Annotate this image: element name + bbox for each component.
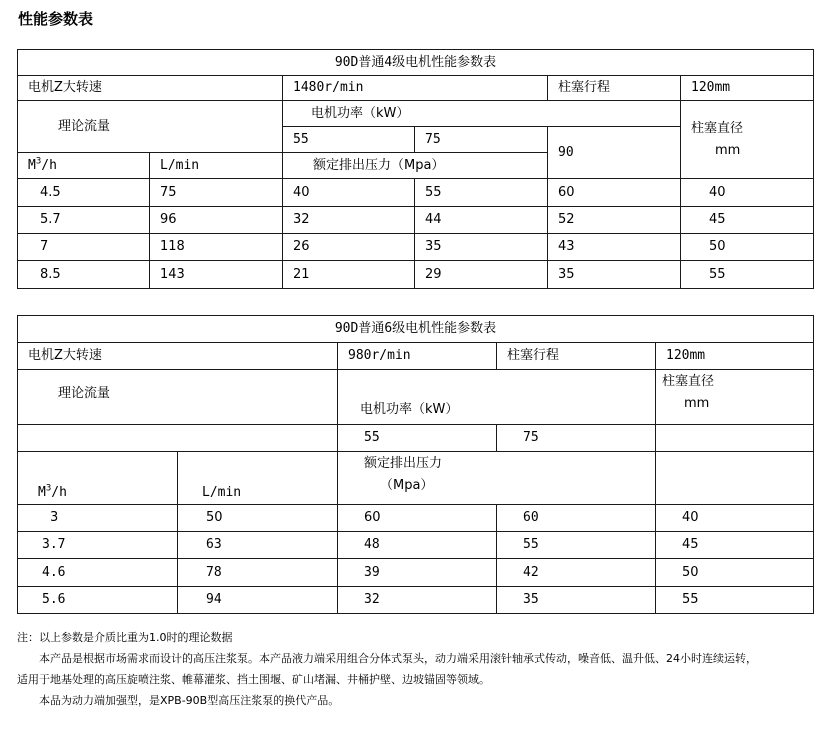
table1-power-55: 55	[283, 127, 415, 153]
table2-cell-m3h: 3.7	[18, 532, 178, 559]
table1-unit-lmin: L/min	[150, 153, 283, 179]
spec-table-6-pole	[17, 315, 814, 614]
table2-cell-p55: 60	[338, 505, 497, 532]
note-line: 注：以上参数是介质比重为1.0时的理论数据	[17, 631, 233, 644]
table1-cell-p55: 32	[283, 207, 415, 234]
table1-cell-p90: 35	[548, 261, 681, 289]
table1-cell-dia: 55	[681, 261, 814, 289]
table2-power-55: 55	[338, 425, 497, 452]
table1-power-75: 75	[415, 127, 548, 153]
table2-cell-dia: 45	[656, 532, 814, 559]
spec-table-4-pole	[17, 49, 814, 289]
table1-flow-label: 理论流量	[18, 101, 283, 153]
table2-cell-p55: 32	[338, 587, 497, 614]
table-row	[18, 179, 814, 207]
table1-cell-p75: 35	[415, 234, 548, 261]
table1-cell-lmin: 143	[150, 261, 283, 289]
table2-cell-p55: 39	[338, 559, 497, 587]
table2-empty-cell	[18, 425, 338, 452]
table2-cell-p75: 35	[497, 587, 656, 614]
table1-cell-p75: 55	[415, 179, 548, 207]
table1-title: 90D普通4级电机性能参数表	[18, 50, 814, 76]
table2-pressure-unit: （Mpa）	[380, 477, 434, 493]
table1-power-label: 电机功率（kW）	[283, 101, 681, 127]
table2-pressure-header	[338, 452, 656, 505]
table2-cell-p75: 55	[497, 532, 656, 559]
note-line: 适用于地基处理的高压旋喷注浆、帷幕灌浆、挡土围堰、矿山堵漏、井桶护壁、边坡锚固等领域。	[17, 673, 490, 686]
table2-max-speed-label: 电机Z大转速	[18, 343, 338, 370]
table1-cell-lmin: 75	[150, 179, 283, 207]
table1-diameter-label: 柱塞直径	[691, 120, 744, 136]
table2-power-75: 75	[497, 425, 656, 452]
table1-stroke-value: 120mm	[681, 76, 814, 101]
table2-cell-p55: 48	[338, 532, 497, 559]
table2-empty-cell	[656, 425, 814, 452]
table1-cell-p90: 43	[548, 234, 681, 261]
table1-cell-m3h: 4.5	[18, 179, 150, 207]
table-row	[18, 234, 814, 261]
table1-diameter-header	[681, 101, 814, 179]
table1-cell-dia: 45	[681, 207, 814, 234]
table1-diameter-unit: mm	[715, 142, 741, 158]
table1-unit-m3h: $M^3/h$	[18, 153, 150, 179]
table2-cell-m3h: 3	[18, 505, 178, 532]
table-row	[18, 207, 814, 234]
page-title: 性能参数表	[18, 10, 94, 28]
table2-cell-dia: 40	[656, 505, 814, 532]
table2-cell-p75: 42	[497, 559, 656, 587]
table2-cell-p75: 60	[497, 505, 656, 532]
table2-cell-m3h: 5.6	[18, 587, 178, 614]
table1-cell-m3h: 5.7	[18, 207, 150, 234]
table2-diameter-label: 柱塞直径	[662, 374, 715, 389]
table-row	[18, 261, 814, 289]
table2-cell-lmin: 50	[178, 505, 338, 532]
table1-cell-p55: 26	[283, 234, 415, 261]
table1-cell-p75: 29	[415, 261, 548, 289]
table1-cell-lmin: 96	[150, 207, 283, 234]
table-row	[18, 505, 814, 532]
table2-cell-lmin: 78	[178, 559, 338, 587]
table-row	[18, 532, 814, 559]
table2-unit-lmin: L/min	[178, 452, 338, 505]
table2-power-label: 电机功率（kW）	[338, 370, 656, 425]
table2-cell-dia: 50	[656, 559, 814, 587]
table2-stroke-label: 柱塞行程	[497, 343, 656, 370]
table2-cell-lmin: 94	[178, 587, 338, 614]
table2-max-speed-value: 980r/min	[338, 343, 497, 370]
note-line: 本品为动力端加强型，是XPB-90B型高压注浆泵的换代产品。	[39, 694, 340, 707]
table-row	[18, 587, 814, 614]
table1-power-90: 90	[548, 127, 681, 179]
table2-cell-lmin: 63	[178, 532, 338, 559]
notes-section	[17, 627, 817, 711]
table1-stroke-label: 柱塞行程	[548, 76, 681, 101]
table1-cell-dia: 50	[681, 234, 814, 261]
note-line: 本产品是根据市场需求而设计的高压注浆泵。本产品液力端采用组合分体式泵头，动力端采用滚针轴承式传动，噪音低、温升低、24小时连续运转，	[39, 652, 757, 665]
table2-stroke-value: 120mm	[656, 343, 814, 370]
table1-cell-lmin: 118	[150, 234, 283, 261]
table1-cell-p55: 40	[283, 179, 415, 207]
table1-cell-p55: 21	[283, 261, 415, 289]
table1-cell-dia: 40	[681, 179, 814, 207]
table2-pressure-label: 额定排出压力	[364, 456, 443, 471]
table-row	[18, 559, 814, 587]
table2-empty-cell	[656, 452, 814, 505]
table1-cell-m3h: 7	[18, 234, 150, 261]
table1-cell-m3h: 8.5	[18, 261, 150, 289]
table2-diameter-unit: mm	[684, 395, 710, 411]
table1-max-speed-label: 电机Z大转速	[18, 76, 283, 101]
table1-cell-p75: 44	[415, 207, 548, 234]
table1-cell-p90: 60	[548, 179, 681, 207]
table2-diameter-header	[656, 370, 814, 425]
table2-title: 90D普通6级电机性能参数表	[18, 316, 814, 343]
table2-unit-m3h: $M^3/h$	[18, 452, 178, 505]
table2-cell-m3h: 4.6	[18, 559, 178, 587]
table1-pressure-label: 额定排出压力（Mpa）	[283, 153, 548, 179]
table2-cell-dia: 55	[656, 587, 814, 614]
table1-max-speed-value: 1480r/min	[283, 76, 548, 101]
table1-cell-p90: 52	[548, 207, 681, 234]
table2-flow-label: 理论流量	[18, 370, 338, 425]
